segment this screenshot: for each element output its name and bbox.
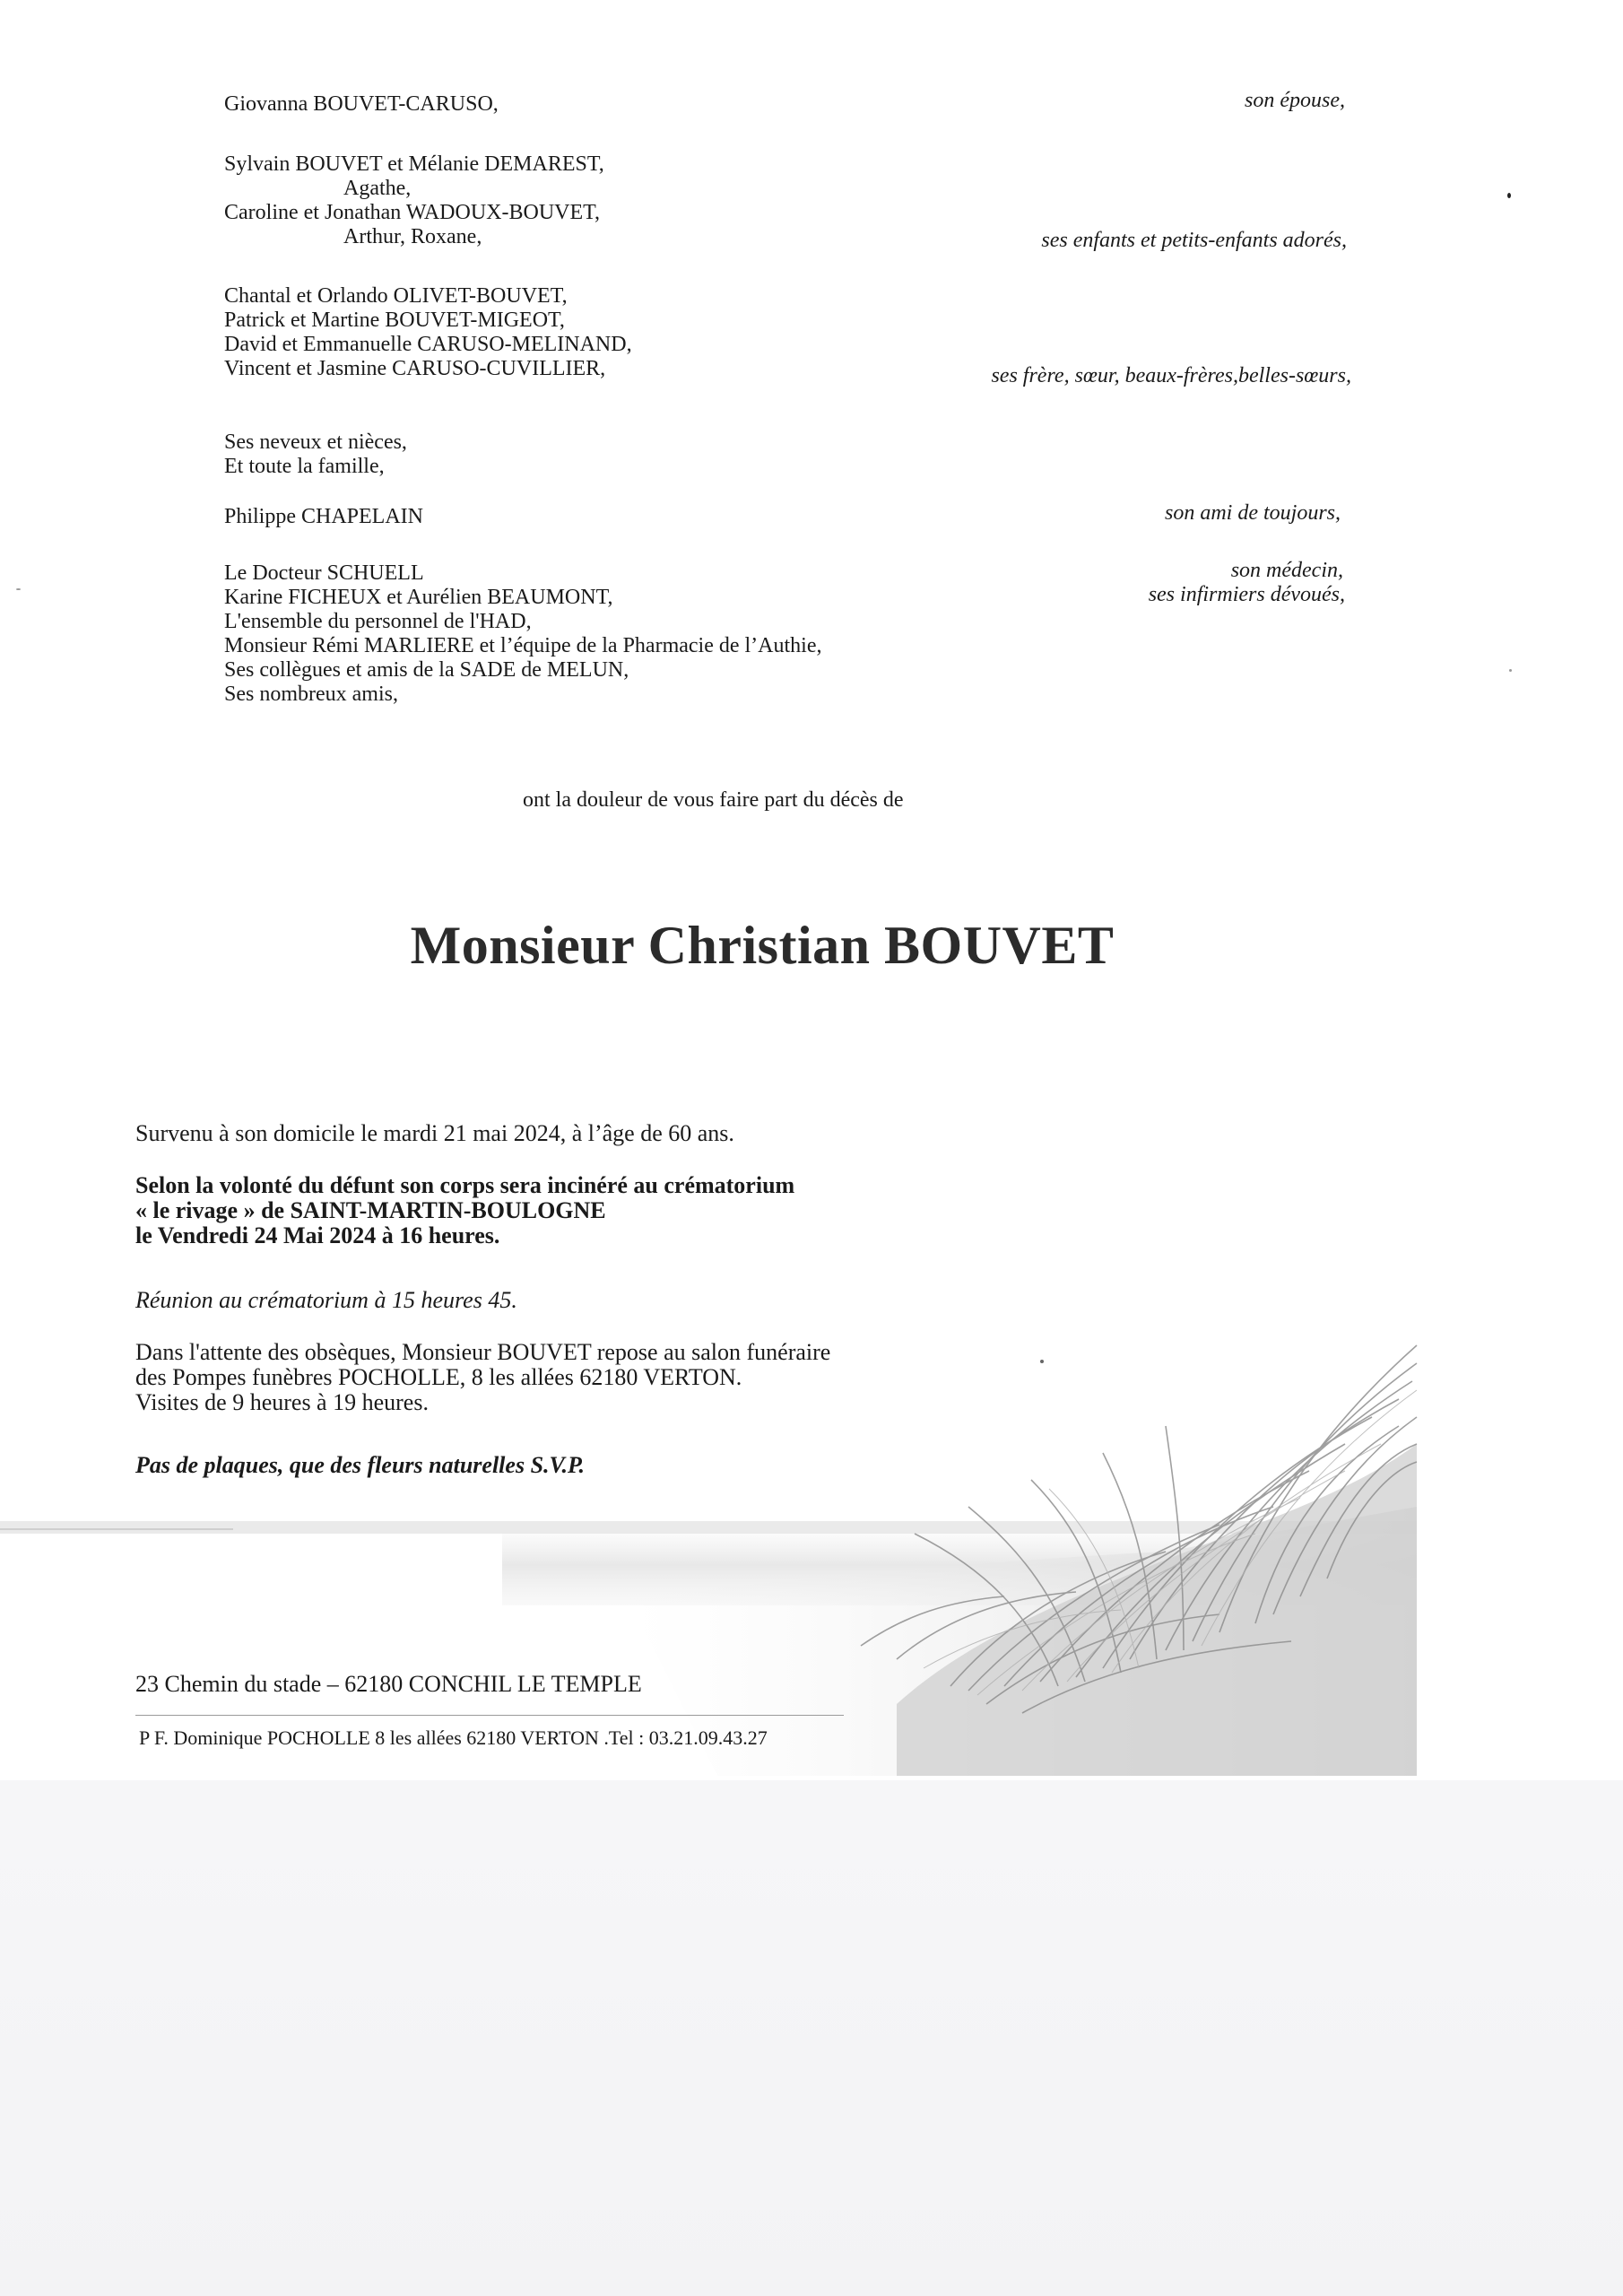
sibling-line: Patrick et Martine BOUVET-MIGEOT,: [224, 309, 565, 332]
care-line: L'ensemble du personnel de l'HAD,: [224, 610, 532, 633]
scan-speck: [1040, 1360, 1044, 1363]
spouse-relation: son épouse,: [1245, 89, 1345, 112]
meeting-time: Réunion au crématorium à 15 heures 45.: [135, 1287, 517, 1313]
extended-family-line: Ses neveux et nièces,: [224, 430, 407, 454]
children-line: Caroline et Jonathan WADOUX-BOUVET,: [224, 201, 601, 224]
scan-background-band: [0, 1780, 1623, 2296]
spouse-name: Giovanna BOUVET-CARUSO,: [224, 92, 499, 116]
death-details: Survenu à son domicile le mardi 21 mai 2024, à l’âge de 60 ans.: [135, 1120, 734, 1146]
funeral-home-info: P F. Dominique POCHOLLE 8 les allées 62180 VERTON .Tel : 03.21.09.43.27: [139, 1726, 768, 1749]
children-relation: ses enfants et petits-enfants adorés,: [1041, 229, 1347, 252]
deceased-name: Monsieur Christian BOUVET: [410, 916, 1115, 975]
home-address: 23 Chemin du stade – 62180 CONCHIL LE TEMPLE: [135, 1671, 642, 1697]
announcement-text: ont la douleur de vous faire part du décès de: [523, 788, 904, 812]
scan-speck: [1509, 669, 1512, 672]
cremation-line: « le rivage » de SAINT-MARTIN-BOULOGNE: [135, 1197, 606, 1223]
scan-speck: [1507, 193, 1511, 198]
flowers-note: Pas de plaques, que des fleurs naturelles S.V.P.: [135, 1452, 586, 1478]
friend-name: Philippe CHAPELAIN: [224, 505, 423, 528]
extended-family-line: Et toute la famille,: [224, 455, 385, 478]
footer-divider: [135, 1715, 844, 1716]
visit-line: Dans l'attente des obsèques, Monsieur BOUVET repose au salon funéraire: [135, 1339, 831, 1365]
visit-line: des Pompes funèbres POCHOLLE, 8 les allées 62180 VERTON.: [135, 1364, 742, 1390]
care-line: Ses nombreux amis,: [224, 683, 398, 706]
grandchild-line: Arthur, Roxane,: [343, 225, 482, 248]
grandchild-line: Agathe,: [343, 177, 412, 200]
cremation-line: le Vendredi 24 Mai 2024 à 16 heures.: [135, 1222, 500, 1248]
sibling-line: Chantal et Orlando OLIVET-BOUVET,: [224, 284, 568, 308]
siblings-relation: ses frère, sœur, beaux-frères,belles-sœurs,: [991, 364, 1351, 387]
doctor-relation: son médecin,: [1230, 559, 1343, 582]
children-line: Sylvain BOUVET et Mélanie DEMAREST,: [224, 152, 604, 176]
sibling-line: David et Emmanuelle CARUSO-MELINAND,: [224, 333, 632, 356]
friend-relation: son ami de toujours,: [1164, 501, 1341, 525]
care-line: Le Docteur SCHUELL: [224, 561, 424, 585]
visit-line: Visites de 9 heures à 19 heures.: [135, 1389, 429, 1415]
scan-speck: [16, 588, 21, 590]
care-line: Karine FICHEUX et Aurélien BEAUMONT,: [224, 586, 613, 609]
care-line: Ses collègues et amis de la SADE de MELUN,: [224, 658, 629, 682]
nurses-relation: ses infirmiers dévoués,: [1148, 583, 1345, 606]
sibling-line: Vincent et Jasmine CARUSO-CUVILLIER,: [224, 357, 606, 380]
cremation-line: Selon la volonté du défunt son corps sera incinéré au crématorium: [135, 1172, 795, 1198]
care-line: Monsieur Rémi MARLIERE et l’équipe de la Pharmacie de l’Authie,: [224, 634, 822, 657]
